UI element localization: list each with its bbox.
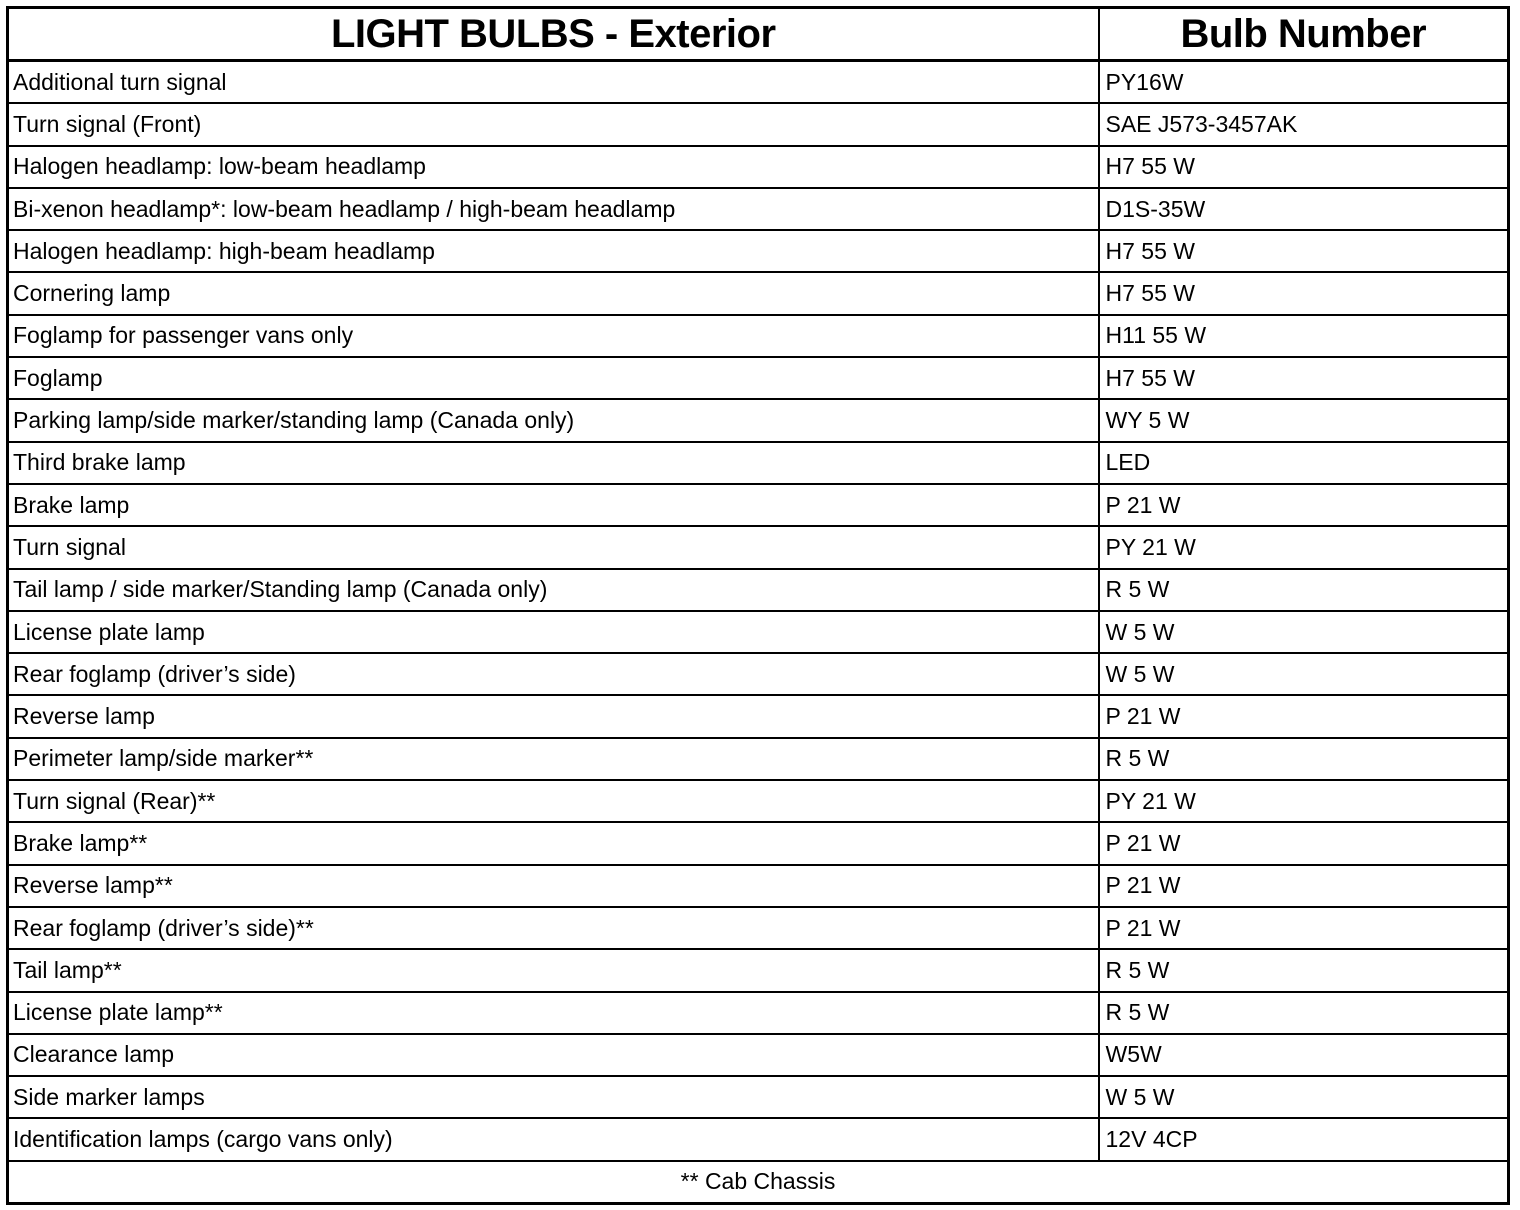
lamp-name-cell: License plate lamp**	[8, 992, 1099, 1034]
lamp-name-cell: Halogen headlamp: low-beam headlamp	[8, 146, 1099, 188]
lamp-name-cell: Reverse lamp	[8, 695, 1099, 737]
lamp-name-cell: Foglamp for passenger vans only	[8, 315, 1099, 357]
bulb-number-cell: H7 55 W	[1099, 272, 1509, 314]
bulb-number-cell: H7 55 W	[1099, 230, 1509, 272]
lamp-name-cell: Brake lamp	[8, 484, 1099, 526]
table-row	[8, 865, 1509, 907]
bulb-number-cell: R 5 W	[1099, 992, 1509, 1034]
table-header	[8, 8, 1509, 61]
lamp-name-cell: Turn signal (Rear)**	[8, 780, 1099, 822]
bulb-number-cell: P 21 W	[1099, 865, 1509, 907]
bulb-number-cell: P 21 W	[1099, 695, 1509, 737]
bulb-number-cell: R 5 W	[1099, 569, 1509, 611]
bulb-number-cell: WY 5 W	[1099, 399, 1509, 441]
table-row	[8, 315, 1509, 357]
lamp-name-cell: Tail lamp**	[8, 949, 1099, 991]
bulb-number-cell: W5W	[1099, 1034, 1509, 1076]
bulb-number-cell: P 21 W	[1099, 907, 1509, 949]
bulb-number-cell: W 5 W	[1099, 653, 1509, 695]
lamp-name-cell: License plate lamp	[8, 611, 1099, 653]
bulb-number-cell: D1S-35W	[1099, 188, 1509, 230]
table-row	[8, 1034, 1509, 1076]
lamp-name-cell: Turn signal	[8, 526, 1099, 568]
table-row	[8, 272, 1509, 314]
table-row	[8, 61, 1509, 104]
lamp-name-cell: Turn signal (Front)	[8, 103, 1099, 145]
bulb-number-cell: R 5 W	[1099, 738, 1509, 780]
table-row	[8, 1118, 1509, 1160]
bulb-number-cell: PY 21 W	[1099, 526, 1509, 568]
bulb-number-cell: H7 55 W	[1099, 357, 1509, 399]
table-row	[8, 611, 1509, 653]
lamp-name-cell: Rear foglamp (driver’s side)**	[8, 907, 1099, 949]
bulb-number-cell: W 5 W	[1099, 1076, 1509, 1118]
bulb-number-cell: H7 55 W	[1099, 146, 1509, 188]
lamp-name-cell: Brake lamp**	[8, 822, 1099, 864]
table-row	[8, 484, 1509, 526]
lamp-name-cell: Bi-xenon headlamp*: low-beam headlamp / high-beam headlamp	[8, 188, 1099, 230]
table-row	[8, 146, 1509, 188]
table-row	[8, 1076, 1509, 1118]
header-item-column: LIGHT BULBS - Exterior	[8, 8, 1099, 61]
table-row	[8, 695, 1509, 737]
lamp-name-cell: Clearance lamp	[8, 1034, 1099, 1076]
lamp-name-cell: Identification lamps (cargo vans only)	[8, 1118, 1099, 1160]
lamp-name-cell: Foglamp	[8, 357, 1099, 399]
table-row	[8, 822, 1509, 864]
table-row	[8, 103, 1509, 145]
lamp-name-cell: Halogen headlamp: high-beam headlamp	[8, 230, 1099, 272]
lamp-name-cell: Parking lamp/side marker/standing lamp (Canada only)	[8, 399, 1099, 441]
bulb-number-cell: SAE J573-3457AK	[1099, 103, 1509, 145]
table-row	[8, 949, 1509, 991]
table-footer	[8, 1161, 1509, 1204]
table-row	[8, 357, 1509, 399]
table-row	[8, 653, 1509, 695]
table-row	[8, 992, 1509, 1034]
table-row	[8, 442, 1509, 484]
lamp-name-cell: Side marker lamps	[8, 1076, 1099, 1118]
bulb-number-cell: LED	[1099, 442, 1509, 484]
footnote-cell: ** Cab Chassis	[8, 1161, 1509, 1204]
bulb-number-cell: R 5 W	[1099, 949, 1509, 991]
bulb-number-cell: P 21 W	[1099, 484, 1509, 526]
table-row	[8, 188, 1509, 230]
table-row	[8, 399, 1509, 441]
bulb-table	[6, 6, 1510, 1205]
table-body	[8, 61, 1509, 1161]
lamp-name-cell: Cornering lamp	[8, 272, 1099, 314]
table-row	[8, 569, 1509, 611]
header-row	[8, 8, 1509, 61]
lamp-name-cell: Additional turn signal	[8, 61, 1099, 104]
lamp-name-cell: Tail lamp / side marker/Standing lamp (Canada only)	[8, 569, 1099, 611]
lamp-name-cell: Perimeter lamp/side marker**	[8, 738, 1099, 780]
bulb-number-cell: PY16W	[1099, 61, 1509, 104]
table-row	[8, 738, 1509, 780]
footnote-row	[8, 1161, 1509, 1204]
lamp-name-cell: Reverse lamp**	[8, 865, 1099, 907]
bulb-number-cell: P 21 W	[1099, 822, 1509, 864]
bulb-number-cell: 12V 4CP	[1099, 1118, 1509, 1160]
table-row	[8, 526, 1509, 568]
bulb-number-cell: H11 55 W	[1099, 315, 1509, 357]
bulb-number-cell: PY 21 W	[1099, 780, 1509, 822]
table-row	[8, 907, 1509, 949]
bulb-number-cell: W 5 W	[1099, 611, 1509, 653]
header-bulb-column: Bulb Number	[1099, 8, 1509, 61]
lamp-name-cell: Rear foglamp (driver’s side)	[8, 653, 1099, 695]
table-row	[8, 780, 1509, 822]
lamp-name-cell: Third brake lamp	[8, 442, 1099, 484]
table-row	[8, 230, 1509, 272]
